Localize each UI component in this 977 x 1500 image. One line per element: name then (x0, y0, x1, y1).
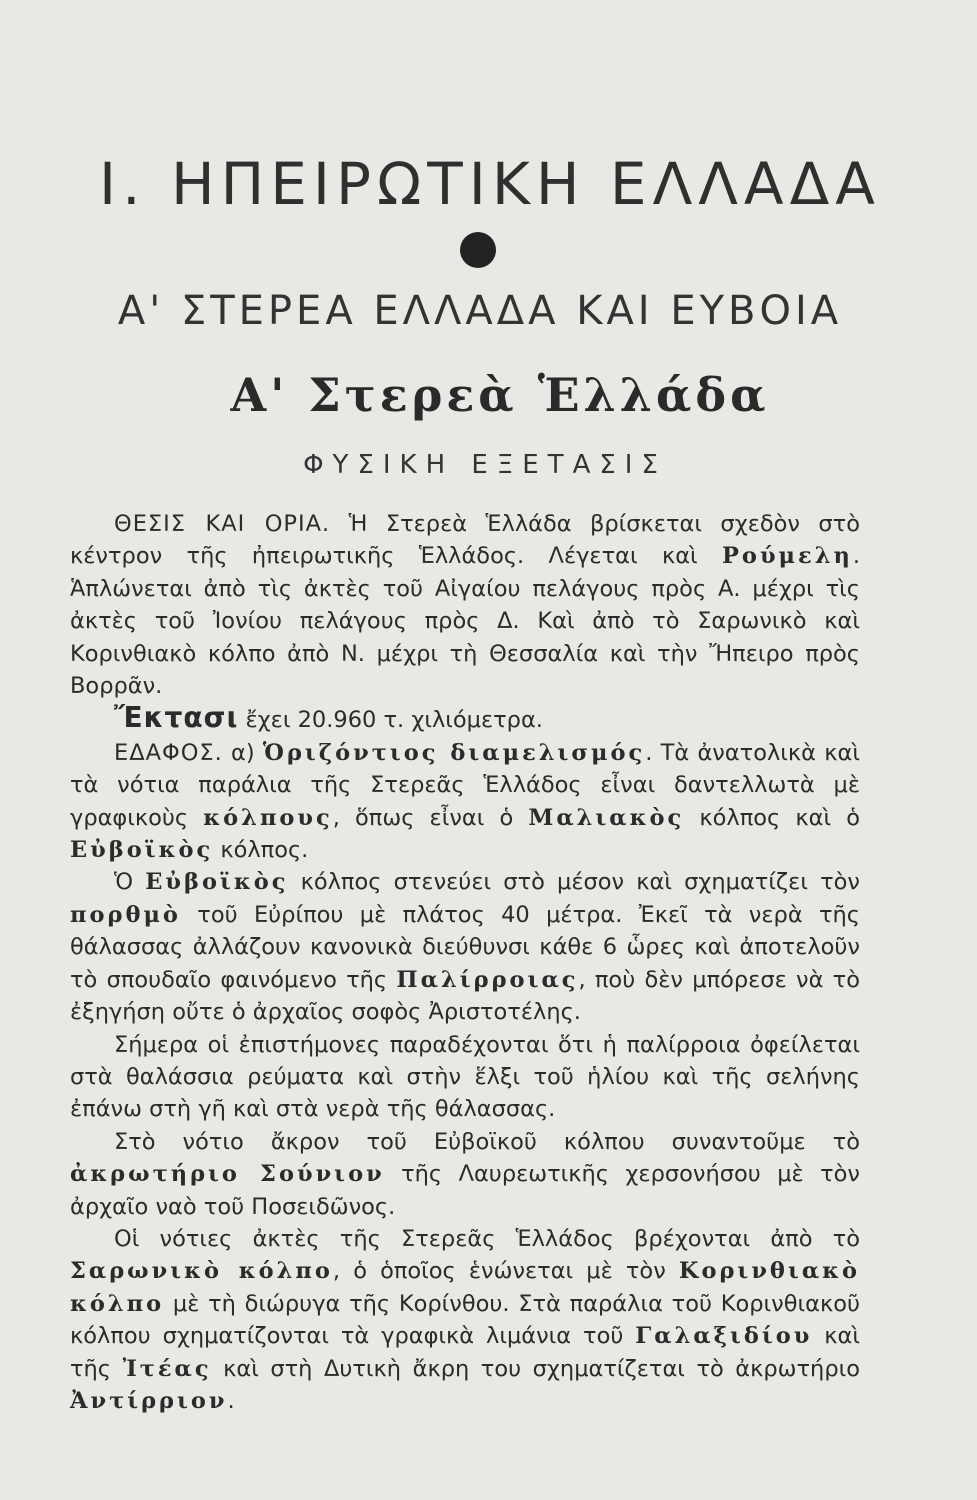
emphasis: Κορινθιακὸ κόλπο (70, 1258, 861, 1317)
emphasis: Ὁριζόντιος διαμελισμός (262, 739, 646, 766)
section-title: Α' Στερεὰ Ἑλλάδα (230, 368, 770, 422)
paragraph-euboean-gulf (70, 866, 860, 1028)
text-run: α) (222, 739, 263, 766)
emphasis: Παλίρροιας (396, 966, 579, 993)
paragraph-terrain (70, 737, 860, 867)
text-run: Ὁ (114, 869, 146, 896)
text-run: , ποὺ δὲν μπόρεσε νὰ τὸ ἐξηγήση οὔτε ὁ ἀρχαῖος σοφὸς Ἀριστοτέλης. (70, 966, 860, 1026)
text-run: κόλπος στενεύει στὸ μέσον καὶ σχηματίζει τὸν (288, 869, 860, 896)
emphasis: Μαλιακὸς (528, 804, 685, 831)
bullet-ornament-icon (460, 232, 496, 268)
paragraph-position (70, 508, 860, 702)
emphasis: Ἀντίρριον (70, 1387, 228, 1414)
text-run: Ἡ Στερεὰ Ἑλλάδα βρίσκεται σχεδὸν στὸ κέντρον τῆς ἠπειρωτικῆς Ἑλλάδος. Λέγεται καὶ (70, 511, 860, 570)
part-title: Α' ΣΤΕΡΕΑ ΕΛΛΑΔΑ ΚΑΙ ΕΥΒΟΙΑ (117, 288, 843, 334)
text-run: . Ἁπλώνεται ἀπὸ τὶς ἀκτὲς τοῦ Αἰγαίου πελάγους πρὸς Α. μέχρι τὶς ἀκτὲς τοῦ Ἰονίου πελάγους πρὸς Δ. Καὶ ἀπὸ τὸ Σαρωνικὸ καὶ Κορινθιακὸ κόλπο ἀπὸ Ν. μέχρι τὴ Θεσσαλία καὶ τὴν Ἤπειρο πρὸς Βορρᾶν. (70, 543, 860, 700)
text-run: . (227, 1387, 235, 1414)
subsection-heading: ΦΥΣΙΚΗ ΕΞΕΤΑΣΙΣ (303, 450, 667, 480)
text-run: κόλπος καὶ ὁ (684, 804, 860, 831)
text-run: τῆς Λαυρεωτικῆς χερσονήσου μὲ τὸν ἀρχαῖο ναὸ τοῦ Ποσειδῶνος. (70, 1161, 860, 1220)
emphasis: πορθμὸ (70, 901, 181, 928)
text-run: καὶ στὴ Δυτικὴ ἄκρη του σχηματίζεται τὸ ἀκρωτήριο (211, 1355, 860, 1382)
body-text (70, 508, 860, 1417)
emphasis: Σαρωνικὸ κόλπο (70, 1258, 333, 1285)
paragraph-sounion (70, 1126, 860, 1223)
text-run: ἔχει 20.960 τ. χιλιόμετρα. (238, 707, 543, 734)
chapter-title: Ι. ΗΠΕΙΡΩΤΙΚΗ ΕΛΛΑΔΑ (99, 150, 881, 218)
emphasis: ἀκρωτήριο Σούνιον (70, 1161, 385, 1188)
label-terrain: ΕΔΑΦΟΣ. (114, 739, 223, 766)
text-run: κόλπος. (213, 837, 309, 864)
paragraph-southern-coasts (70, 1223, 860, 1417)
text-run: , ὅπως εἶναι ὁ (332, 804, 529, 831)
emphasis: Ἰτέας (122, 1355, 212, 1382)
paragraph-area (70, 702, 860, 736)
text-run: καὶ τῆς (70, 1323, 861, 1382)
label-position: ΘΕΣΙΣ ΚΑΙ ΟΡΙΑ. (114, 511, 331, 537)
emphasis: Εὐβοϊκὸς (145, 869, 289, 896)
text-run: Οἱ νότιες ἀκτὲς τῆς Στερεᾶς Ἑλλάδος βρέχονται ἀπὸ τὸ (114, 1225, 860, 1252)
emphasis: Ρούμελη (722, 543, 853, 570)
text-run: . Τὰ ἀνατολικὰ καὶ τὰ νότια παράλια τῆς Στερεᾶς Ἑλλάδος εἶναι δαντελλωτὰ μὲ γραφικοὺς (70, 739, 860, 831)
emphasis: κόλπους (203, 804, 333, 831)
emphasis: Γαλαξιδίου (635, 1323, 813, 1350)
text-run: τοῦ Εὐρίπου μὲ πλάτος 40 μέτρα. Ἐκεῖ τὰ νερὰ τῆς θάλασσας ἀλλάζουν κανονικὰ διεύθυνσι κάθε 6 ὧρες καὶ ἀποτελοῦν τὸ σπουδαῖο φαινόμενο τῆς (70, 901, 860, 993)
text-run: μὲ τὴ διώρυγα τῆς Κορίνθου. Στὰ παράλια τοῦ Κορινθιακοῦ κόλπου σχηματίζονται τὰ γραφικὰ λιμάνια τοῦ (70, 1290, 860, 1350)
emphasis: Εὐβοϊκὸς (70, 837, 214, 864)
text-run: Στὸ νότιο ἄκρον τοῦ Εὐβοϊκοῦ κόλπου συναντοῦμε τὸ (114, 1128, 860, 1155)
paragraph-tides: Σήμερα οἱ ἐπιστήμονες παραδέχονται ὅτι ἡ παλίρροια ὀφείλεται στὰ θαλάσσια ρεύματα καὶ στὴν ἕλξι τοῦ ἡλίου καὶ τῆς σελήνης ἐπάνω στὴ γῆ καὶ στὰ νερὰ τῆς θάλασσας. (70, 1031, 860, 1123)
label-area: Ἔκτασι (114, 701, 239, 735)
text-run: , ὁ ὁποῖος ἑνώνεται μὲ τὸν (332, 1258, 679, 1285)
